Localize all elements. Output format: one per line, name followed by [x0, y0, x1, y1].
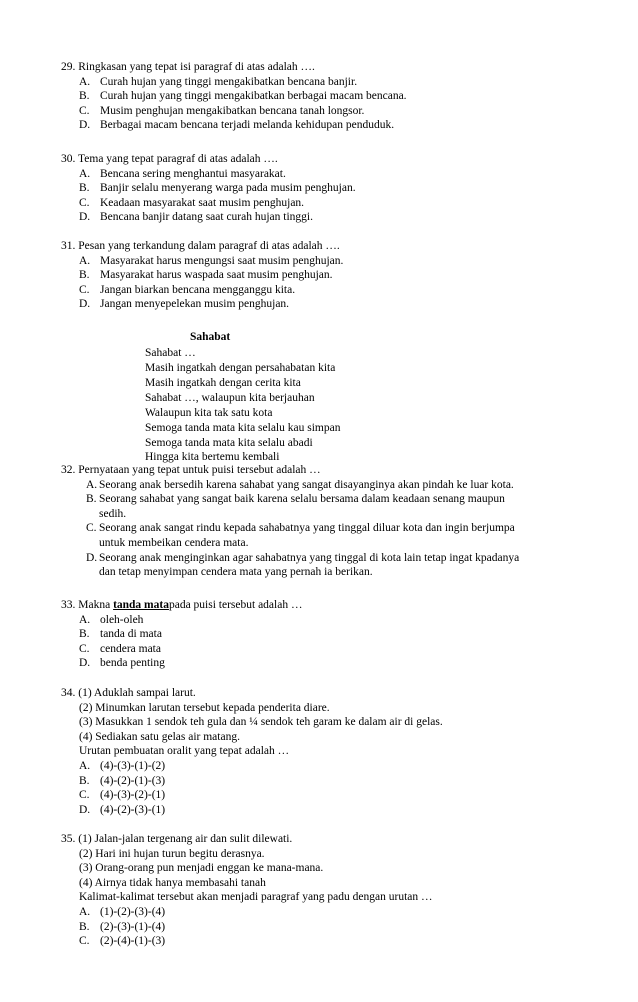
- option-text: (2)-(4)-(1)-(3): [100, 935, 166, 948]
- option-text-continued: untuk membeikan cendera mata.: [99, 536, 249, 549]
- poem-title: Sahabat: [190, 331, 231, 343]
- option-letter: B.: [79, 90, 90, 103]
- question-32: [0, 463, 638, 580]
- option-text: (4)-(3)-(2)-(1): [100, 789, 166, 802]
- option-letter: B.: [79, 920, 90, 933]
- option-letter: C.: [86, 522, 97, 535]
- option-a: [0, 905, 638, 920]
- option-c: [0, 934, 638, 949]
- option-text: (2)-(3)-(1)-(4): [100, 920, 166, 933]
- option-text: tanda di mata: [100, 628, 162, 641]
- option-c: [0, 196, 638, 211]
- stem-underlined-phrase: tanda mata: [113, 599, 169, 611]
- option-letter: C.: [79, 283, 90, 296]
- question-prompt: Kalimat-kalimat tersebut akan menjadi paragraf yang padu dengan urutan …: [79, 891, 433, 904]
- option-text: Masyarakat harus waspada saat musim penghujan.: [100, 269, 333, 282]
- question-34: [0, 686, 638, 817]
- poem-line: Semoga tanda mata kita selalu abadi: [145, 437, 313, 449]
- option-c: [0, 642, 638, 657]
- option-letter: B.: [86, 493, 97, 506]
- option-letter: A.: [86, 478, 98, 491]
- question-stem: 34. (1) Aduklah sampai larut.: [61, 687, 196, 699]
- option-text: Keadaan masyarakat saat musim penghujan.: [100, 196, 305, 209]
- option-text: (4)-(3)-(1)-(2): [100, 759, 166, 772]
- poem-line: Sahabat …: [145, 347, 196, 359]
- step-line: (4) Airnya tidak hanya membasahi tanah: [79, 876, 266, 889]
- option-text: (1)-(2)-(3)-(4): [100, 905, 166, 918]
- option-text: Seorang anak menginginkan agar sahabatnya yang tinggal di kota lain tetap ingat kpadanya: [99, 551, 520, 564]
- option-letter: A.: [79, 167, 91, 180]
- option-letter: D.: [79, 657, 91, 670]
- question-35: [0, 832, 638, 949]
- question-29: [0, 60, 638, 133]
- step-line: (3) Orang-orang pun menjadi enggan ke mana-mana.: [79, 862, 324, 875]
- option-text: Curah hujan yang tinggi mengakibatkan bencana banjir.: [100, 75, 358, 88]
- option-d: [0, 297, 638, 312]
- option-text: Jangan biarkan bencana mengganggu kita.: [100, 283, 296, 296]
- option-b: [0, 492, 638, 507]
- option-letter: C.: [79, 196, 90, 209]
- option-text: Musim penghujan mengakibatkan bencana tanah longsor.: [100, 104, 365, 117]
- option-a: [0, 254, 638, 269]
- option-d: [0, 656, 638, 671]
- option-c: [0, 788, 638, 803]
- option-text-continued: sedih.: [99, 507, 127, 520]
- option-d: [0, 803, 638, 818]
- option-text: Jangan menyepelekan musim penghujan.: [100, 298, 290, 311]
- option-text: Seorang sahabat yang sangat baik karena selalu bersama dalam keadaan senang maupun: [99, 493, 505, 506]
- option-letter: D.: [79, 211, 91, 224]
- option-b: [0, 774, 638, 789]
- option-text: benda penting: [100, 657, 165, 670]
- question-stem: 30. Tema yang tepat paragraf di atas adalah ….: [61, 153, 278, 165]
- question-31: [0, 239, 638, 312]
- poem-line: Hingga kita bertemu kembali: [145, 451, 280, 463]
- option-b: [0, 268, 638, 283]
- option-text: (4)-(2)-(1)-(3): [100, 774, 166, 787]
- option-letter: D.: [86, 551, 98, 564]
- option-a: [0, 478, 638, 493]
- option-b: [0, 920, 638, 935]
- option-d: [0, 210, 638, 225]
- stem-prefix: 33. Makna: [61, 599, 114, 611]
- option-text: Banjir selalu menyerang warga pada musim penghujan.: [100, 182, 356, 195]
- option-letter: C.: [79, 935, 90, 948]
- step-line: (2) Hari ini hujan turun begitu derasnya.: [79, 847, 265, 860]
- option-text: Masyarakat harus mengungsi saat musim penghujan.: [100, 254, 344, 267]
- question-stem: 35. (1) Jalan-jalan tergenang air dan sulit dilewati.: [61, 833, 293, 845]
- option-b: [0, 89, 638, 104]
- poem: [0, 330, 638, 463]
- option-letter: A.: [79, 75, 91, 88]
- poem-line: Masih ingatkah dengan cerita kita: [145, 377, 301, 389]
- question-stem: [0, 598, 638, 613]
- poem-line: Sahabat …, walaupun kita berjauhan: [145, 392, 315, 404]
- step-line: (2) Minumkan larutan tersebut kepada penderita diare.: [79, 701, 330, 714]
- option-letter: C.: [79, 104, 90, 117]
- option-letter: B.: [79, 774, 90, 787]
- question-prompt: Urutan pembuatan oralit yang tepat adalah …: [79, 745, 290, 758]
- option-d: [0, 118, 638, 133]
- option-a: [0, 759, 638, 774]
- option-letter: A.: [79, 759, 91, 772]
- step-line: (3) Masukkan 1 sendok teh gula dan ¼ sendok teh garam ke dalam air di gelas.: [79, 716, 443, 729]
- option-text: Berbagai macam bencana terjadi melanda kehidupan penduduk.: [100, 119, 395, 132]
- option-a: [0, 75, 638, 90]
- option-b: [0, 627, 638, 642]
- question-stem: 31. Pesan yang terkandung dalam paragraf di atas adalah ….: [61, 240, 340, 252]
- option-letter: D.: [79, 119, 91, 132]
- stem-suffix: pada puisi tersebut adalah …: [168, 599, 303, 611]
- option-text: Seorang anak sangat rindu kepada sahabatnya yang tinggal diluar kota dan ingin berjumpa: [99, 522, 515, 535]
- option-letter: A.: [79, 905, 91, 918]
- option-text: Bencana banjir datang saat curah hujan tinggi.: [100, 211, 313, 224]
- poem-line: Walaupun kita tak satu kota: [145, 407, 273, 419]
- option-text: cendera mata: [100, 642, 161, 655]
- option-text: Bencana sering menghantui masyarakat.: [100, 167, 286, 180]
- option-text-continued: dan tetap menyimpan cendera mata yang pernah ia berikan.: [99, 566, 373, 579]
- poem-line: Masih ingatkah dengan persahabatan kita: [145, 362, 336, 374]
- option-c: [0, 104, 638, 119]
- option-letter: B.: [79, 182, 90, 195]
- step-line: (4) Sediakan satu gelas air matang.: [79, 730, 240, 743]
- option-a: [0, 167, 638, 182]
- option-letter: B.: [79, 628, 90, 641]
- option-text: Curah hujan yang tinggi mengakibatkan berbagai macam bencana.: [100, 90, 407, 103]
- option-text: Seorang anak bersedih karena sahabat yang sangat disayanginya akan pindah ke luar kota.: [99, 478, 514, 491]
- option-letter: C.: [79, 642, 90, 655]
- question-stem: 32. Pernyataan yang tepat untuk puisi tersebut adalah …: [61, 464, 321, 476]
- option-letter: A.: [79, 254, 91, 267]
- option-letter: D.: [79, 298, 91, 311]
- option-d: [0, 551, 638, 566]
- question-33: [0, 598, 638, 671]
- option-a: [0, 613, 638, 628]
- option-letter: C.: [79, 789, 90, 802]
- option-c: [0, 521, 638, 536]
- option-letter: A.: [79, 613, 91, 626]
- option-text: oleh-oleh: [100, 613, 144, 626]
- option-letter: D.: [79, 803, 91, 816]
- question-stem: 29. Ringkasan yang tepat isi paragraf di atas adalah ….: [61, 61, 315, 73]
- question-30: [0, 152, 638, 225]
- option-letter: B.: [79, 269, 90, 282]
- option-text: (4)-(2)-(3)-(1): [100, 803, 166, 816]
- poem-line: Semoga tanda mata kita selalu kau simpan: [145, 422, 341, 434]
- option-c: [0, 283, 638, 298]
- option-b: [0, 181, 638, 196]
